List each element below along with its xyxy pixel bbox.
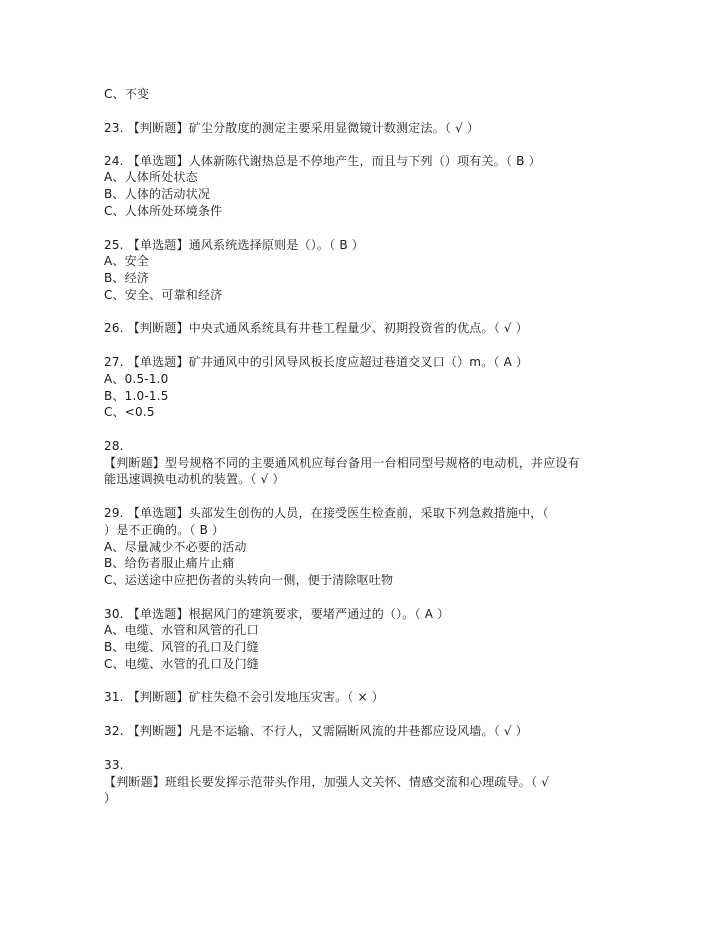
q25-option-a: A、安全 — [104, 254, 150, 268]
q29-option-c: C、运送途中应把伤者的头转向一侧，便于清除呕吐物 — [104, 573, 394, 587]
q30-option-a: A、电缆、水管和风管的孔口 — [104, 623, 259, 637]
q24-option-c: C、人体所处环境条件 — [104, 204, 223, 218]
q28-number: 28. — [104, 439, 124, 453]
q30-option-c: C、电缆、水管的孔口及门缝 — [104, 657, 259, 671]
q32-question: 32. 【判断题】凡是不运输、不行人，又需隔断风流的井巷都应设风墙。（ √ ） — [104, 724, 528, 738]
q30-option-b: B、电缆、风管的孔口及门缝 — [104, 640, 259, 654]
q23-question: 23. 【判断题】矿尘分散度的测定主要采用显微镜计数测定法。（ √ ） — [104, 121, 480, 135]
q24-option-b: B、人体的活动状况 — [104, 187, 211, 201]
q29-question-line2: ）是不正确的。（ B ） — [104, 523, 225, 537]
q25-option-c: C、安全、可靠和经济 — [104, 288, 223, 302]
q29-option-b: B、给伤者服止痛片止痛 — [104, 556, 235, 570]
q26-question: 26. 【判断题】中央式通风系统具有井巷工程量少、初期投资省的优点。（ √ ） — [104, 321, 528, 335]
q29-option-a: A、尽量减少不必要的活动 — [104, 540, 247, 554]
q29-question-line1: 29. 【单选题】头部发生创伤的人员，在接受医生检查前，采取下列急救措施中，（ — [104, 506, 549, 520]
q31-question: 31. 【判断题】矿柱失稳不会引发地压灾害。（ × ） — [104, 690, 384, 704]
q27-option-a: A、0.5-1.0 — [104, 372, 169, 386]
q27-option-c: C、<0.5 — [104, 405, 155, 419]
q25-option-b: B、经济 — [104, 271, 150, 285]
q22-option-c: C、不变 — [104, 87, 150, 101]
q28-question-line2: 能迅速调换电动机的装置。（ √ ） — [104, 472, 285, 486]
q24-option-a: A、人体所处状态 — [104, 170, 198, 184]
q28-question-line1: 【判断题】型号规格不同的主要通风机应每台备用一台相同型号规格的电动机，并应设有 — [104, 456, 580, 470]
q24-question: 24. 【单选题】人体新陈代谢热总是不停地产生，而且与下列（）项有关。（ B ） — [104, 154, 541, 168]
q33-number: 33. — [104, 758, 124, 772]
q33-question-line2: ） — [104, 791, 117, 805]
q27-question: 27. 【单选题】矿井通风中的引风导风板长度应超过巷道交叉口（）m。（ A ） — [104, 355, 529, 369]
q33-question-line1: 【判断题】班组长要发挥示范带头作用，加强人文关怀、情感交流和心理疏导。（ √ — [104, 775, 550, 789]
q25-question: 25. 【单选题】通风系统选择原则是（）。（ B ） — [104, 238, 364, 252]
q27-option-b: B、1.0-1.5 — [104, 389, 169, 403]
q30-question: 30. 【单选题】根据风门的建筑要求，要堵严通过的（）。（ A ） — [104, 607, 450, 621]
